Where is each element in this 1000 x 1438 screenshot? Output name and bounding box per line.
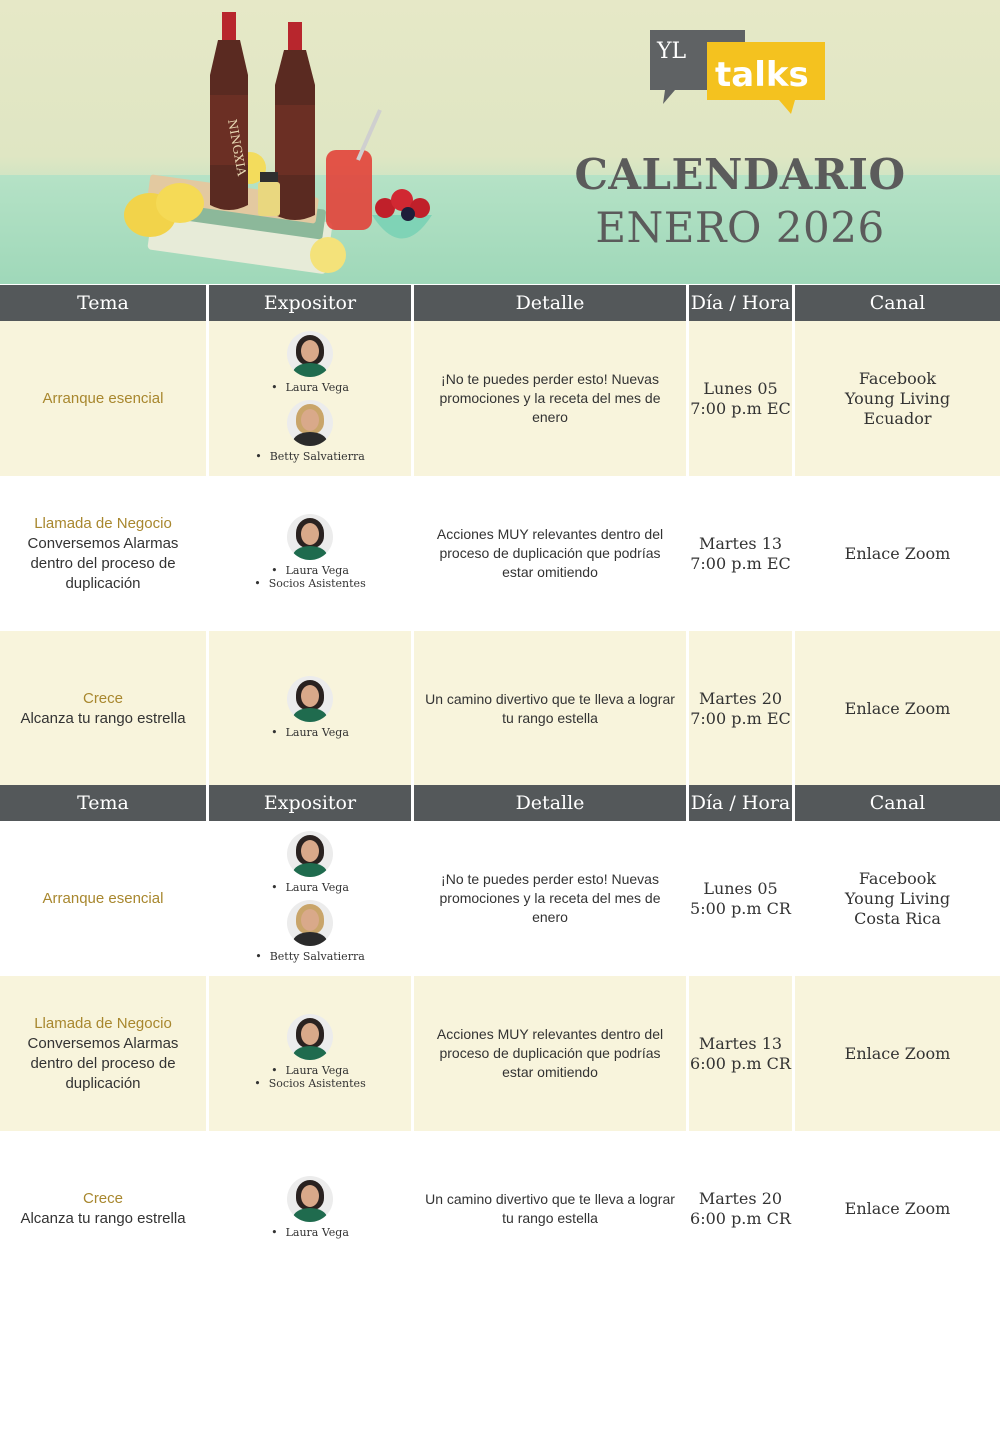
speaker-extra: • Socios Asistentes xyxy=(254,577,365,590)
row-date-time: Lunes 05 7:00 p.m EC xyxy=(690,378,791,418)
table-row xyxy=(0,1131,1000,1286)
table-row xyxy=(0,631,1000,786)
speaker-name: • Laura Vega xyxy=(271,381,349,394)
avatar xyxy=(287,676,333,722)
row-date-time: Martes 20 6:00 p.m CR xyxy=(690,1188,791,1228)
table-row xyxy=(0,976,1000,1131)
logo-yl-text: YL xyxy=(657,39,687,64)
row-channel: Facebook Young Living Costa Rica xyxy=(844,868,951,928)
row-channel: Enlace Zoom xyxy=(844,1198,951,1218)
avatar xyxy=(287,1176,333,1222)
avatar xyxy=(287,1014,333,1060)
avatar xyxy=(287,400,333,446)
avatar xyxy=(287,831,333,877)
speaker-list xyxy=(271,1176,349,1242)
row-detail: ¡No te puedes perder esto! Nuevas promociones y la receta del mes de enero xyxy=(439,871,661,925)
header-detalle: Detalle xyxy=(414,285,686,321)
header-expositor: Expositor xyxy=(209,285,411,321)
yl-talks-logo xyxy=(645,28,830,116)
row-detail: Acciones MUY relevantes dentro del proceso de duplicación que podrías estar omitiendo xyxy=(436,1026,664,1080)
row-detail: ¡No te puedes perder esto! Nuevas promociones y la receta del mes de enero xyxy=(439,371,661,425)
row-date-time: Martes 13 6:00 p.m CR xyxy=(690,1033,791,1073)
header-dia-hora: Día / Hora xyxy=(689,285,792,321)
header-detalle: Detalle xyxy=(414,785,686,821)
row-topic: Crece Alcanza tu rango estrella xyxy=(20,1189,186,1227)
speaker-name: • Betty Salvatierra xyxy=(255,450,365,463)
row-topic: Llamada de Negocio Conversemos Alarmas dentro del proceso de duplicación xyxy=(27,514,179,592)
row-channel: Enlace Zoom xyxy=(844,543,951,563)
avatar xyxy=(287,331,333,377)
header-expositor: Expositor xyxy=(209,785,411,821)
speaker-name: • Laura Vega xyxy=(271,881,349,894)
header-canal: Canal xyxy=(795,785,1000,821)
logo-talks-text: talks xyxy=(715,55,809,95)
table-header xyxy=(0,285,1000,321)
table-row xyxy=(0,821,1000,976)
row-channel: Enlace Zoom xyxy=(844,698,951,718)
row-detail: Un camino divertivo que te lleva a lograr tu rango estella xyxy=(425,690,675,726)
row-topic: Arranque esencial xyxy=(42,389,164,407)
speaker-list xyxy=(271,676,349,742)
page-title: CALENDARIO xyxy=(574,150,906,199)
speaker-name: • Laura Vega xyxy=(271,1226,349,1239)
header-tema: Tema xyxy=(0,285,206,321)
product-illustration xyxy=(110,0,470,284)
row-detail: Un camino divertivo que te lleva a lograr tu rango estella xyxy=(425,1190,675,1226)
speaker-list xyxy=(254,1014,365,1093)
speaker-list xyxy=(255,831,365,966)
speaker-name: • Betty Salvatierra xyxy=(255,950,365,963)
speaker-name: • Laura Vega xyxy=(271,1064,349,1077)
avatar xyxy=(287,900,333,946)
row-date-time: Lunes 05 5:00 p.m CR xyxy=(690,878,791,918)
speaker-name: • Laura Vega xyxy=(271,564,349,577)
row-channel: Facebook Young Living Ecuador xyxy=(844,368,951,428)
row-topic: Arranque esencial xyxy=(42,889,164,907)
speaker-name: • Laura Vega xyxy=(271,726,349,739)
bottle-brand-text: NINGXIA xyxy=(225,118,249,177)
speaker-list xyxy=(254,514,365,593)
table-header xyxy=(0,785,1000,821)
header-tema: Tema xyxy=(0,785,206,821)
row-channel: Enlace Zoom xyxy=(844,1043,951,1063)
hero-banner xyxy=(0,0,1000,284)
row-topic: Crece Alcanza tu rango estrella xyxy=(20,689,186,727)
row-detail: Acciones MUY relevantes dentro del proceso de duplicación que podrías estar omitiendo xyxy=(436,526,664,580)
row-topic: Llamada de Negocio Conversemos Alarmas dentro del proceso de duplicación xyxy=(27,1014,179,1092)
speaker-extra: • Socios Asistentes xyxy=(254,1077,365,1090)
avatar xyxy=(287,514,333,560)
row-date-time: Martes 20 7:00 p.m EC xyxy=(690,688,791,728)
header-canal: Canal xyxy=(795,285,1000,321)
row-date-time: Martes 13 7:00 p.m EC xyxy=(690,533,791,573)
table-row xyxy=(0,476,1000,631)
table-row xyxy=(0,321,1000,476)
header-dia-hora: Día / Hora xyxy=(689,785,792,821)
speaker-list xyxy=(255,331,365,466)
page-subtitle: ENERO 2026 xyxy=(595,203,885,252)
